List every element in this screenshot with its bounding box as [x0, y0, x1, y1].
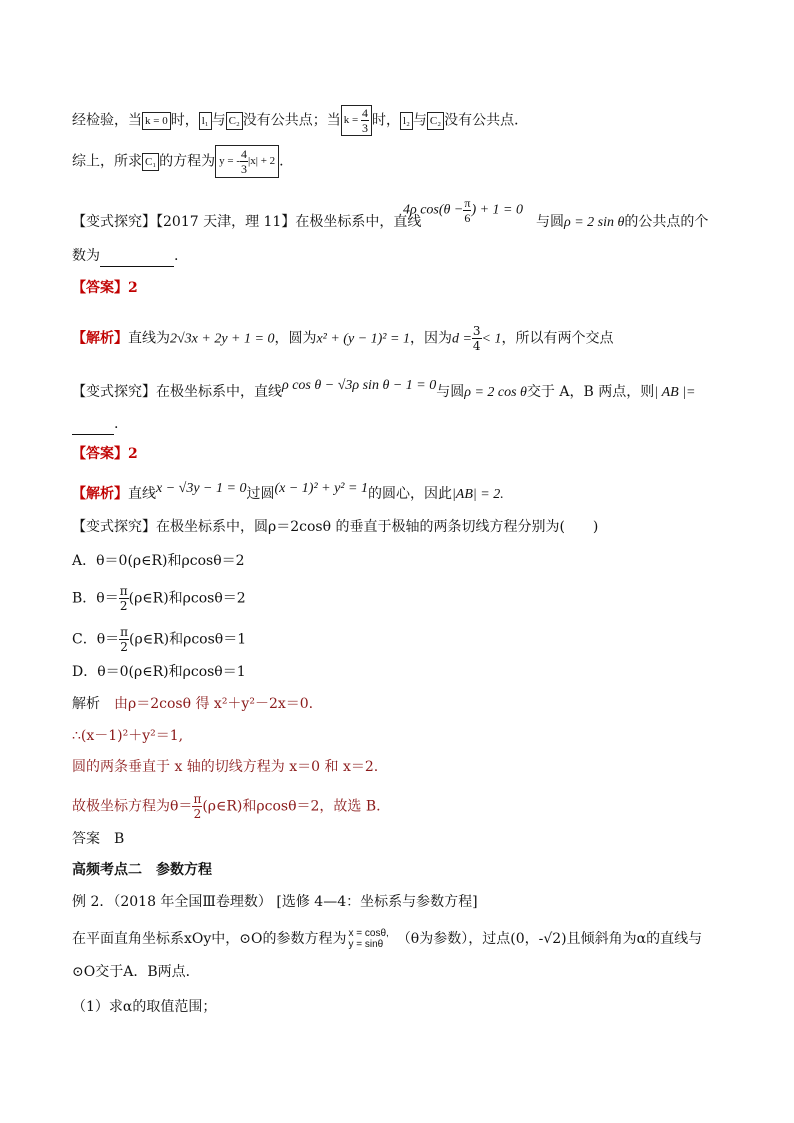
formula: | AB |=: [654, 385, 696, 400]
answer-tag: 【答案】: [72, 446, 128, 462]
formula: |AB| = 2.: [451, 487, 504, 502]
text: 没有公共点；当: [242, 112, 341, 129]
solution-text: 圆的两条垂直于 x 轴的切线方程为 x＝0 和 x＝2.: [72, 759, 379, 775]
text: .: [174, 248, 179, 264]
option-text: (ρ∈R)和ρcosθ＝2: [128, 590, 246, 607]
numerator: π: [464, 196, 471, 210]
summary-line: [72, 145, 284, 178]
example-2-header: [72, 892, 478, 912]
answer-tag: 【答案】: [72, 280, 128, 296]
answer-value: 2: [128, 280, 138, 296]
solution-label: 解析: [72, 696, 100, 712]
text: 时，: [372, 112, 401, 129]
solution-tag: 【解析】: [72, 486, 128, 502]
formula-box: C₂: [226, 112, 243, 130]
option-text: B．θ＝: [72, 590, 119, 607]
variant-1: [72, 212, 421, 232]
answer-text: 答案 B: [72, 831, 125, 847]
formula-part: ) + 1 = 0: [471, 202, 523, 218]
text: 数为: [72, 248, 100, 264]
example-2-line-3: [72, 962, 200, 982]
variant-2-blank: [72, 414, 118, 435]
option-text: D．θ＝0(ρ∈R)和ρcosθ＝1: [72, 664, 246, 680]
tag: 【变式探究】: [72, 384, 156, 400]
example-2-line-4: [72, 997, 216, 1017]
formula: x − √3y − 1 = 0: [156, 481, 247, 496]
system-row: y = sinθ: [348, 939, 384, 950]
sol-answer: [72, 829, 124, 849]
text: 综上，所求: [72, 153, 142, 170]
denominator: 4: [472, 339, 481, 353]
text: 在极坐标系中，直线: [156, 384, 282, 400]
answer-blank: [72, 414, 114, 435]
text: 与: [211, 112, 226, 129]
text: ，所以有两个交点: [501, 330, 614, 347]
solution-text: (ρ∈R)和ρcosθ＝2，故选 B.: [202, 798, 381, 815]
fraction: [361, 106, 369, 135]
formula-part: |x| + 2: [248, 155, 276, 168]
line-equation: [403, 196, 523, 225]
formula-box: C₂: [427, 112, 444, 130]
formula: 2√3x + 2y + 1 = 0: [170, 331, 275, 347]
text: .: [279, 153, 284, 170]
variant-1-blank: [72, 246, 178, 267]
formula-box: C₁: [142, 153, 159, 171]
solution-tag: 【解析】: [72, 330, 128, 347]
formula-box: l₂: [400, 112, 413, 130]
section-heading: [72, 860, 212, 880]
text: 没有公共点．: [444, 112, 529, 129]
text: 直线: [128, 486, 156, 502]
fraction: [119, 625, 129, 654]
option-b: [72, 584, 246, 613]
circle-equation: ρ = 2 sin θ: [564, 215, 625, 230]
text: 交于 A，B 两点，则: [526, 384, 655, 400]
answer-2: [72, 444, 138, 464]
variant-3: [72, 517, 598, 537]
fraction: [240, 147, 248, 176]
answer-blank: [100, 246, 174, 267]
numerator: 4: [241, 147, 248, 161]
formula-part: < 1: [481, 331, 502, 347]
heading-text: 高频考点二 参数方程: [72, 862, 212, 878]
variant-2: [72, 378, 696, 403]
text: ，因为: [409, 330, 452, 347]
numerator: 4: [362, 106, 369, 120]
denominator: 2: [120, 640, 128, 654]
check-line: [72, 105, 528, 136]
option-text: A．θ＝0(ρ∈R)和ρcosθ＝2: [72, 553, 245, 569]
tag: 【变式探究】: [72, 519, 156, 535]
formula-box: [215, 145, 279, 178]
denominator: 3: [362, 121, 369, 135]
numerator: π: [119, 584, 128, 598]
text: 与: [412, 112, 427, 129]
denominator: 3: [241, 162, 248, 176]
formula: x² + (y − 1)² = 1: [316, 331, 410, 347]
sol-line-1: [72, 694, 313, 714]
formula-box: [341, 105, 372, 136]
text: 在平面直角坐标系xOy中，⊙O的参数方程为: [72, 931, 347, 947]
text: ，圆为: [274, 330, 317, 347]
solution-2: [72, 481, 504, 505]
param-system: [349, 928, 389, 950]
text: （θ为参数），过点(0，-√2)且倾斜角为α的直线与: [396, 931, 703, 947]
text: 过圆: [246, 486, 275, 502]
solution-text: ∴(x－1)²＋y²＝1,: [72, 728, 184, 744]
text: 时，: [170, 112, 199, 129]
solution-text: 故极坐标方程为θ＝: [72, 798, 193, 815]
formula-part: 4ρ cos(θ −: [403, 202, 464, 218]
fraction: [119, 584, 129, 613]
text: 的圆心，因此: [367, 486, 452, 502]
sol-line-3: [72, 757, 378, 777]
answer-value: 2: [128, 446, 138, 462]
solution-text: 由ρ＝2cosθ 得 x²＋y²－2x＝0.: [114, 696, 314, 712]
numerator: π: [193, 792, 202, 806]
option-a: [72, 551, 245, 571]
denominator: 6: [464, 211, 471, 225]
text: 在极坐标系中，直线: [295, 214, 422, 230]
text: 经检验，当: [72, 112, 142, 129]
formula-box: l₁: [199, 112, 212, 130]
text: 与圆: [536, 214, 564, 230]
formula-part: y = -: [219, 155, 241, 168]
option-d: [72, 662, 246, 682]
formula: ρ cos θ − √3ρ sin θ − 1 = 0: [282, 378, 437, 393]
sol-line-2: [72, 726, 183, 746]
text: 直线为: [128, 330, 170, 347]
fraction: [472, 324, 482, 353]
system-row: x = cosθ,: [348, 928, 389, 939]
text: .: [114, 416, 119, 432]
source: 【2017 天津，理 11】: [156, 214, 296, 230]
text: 的公共点的个: [624, 214, 709, 230]
solution-1: [72, 324, 614, 353]
denominator: 2: [193, 807, 202, 821]
text: 的方程为: [159, 153, 216, 170]
formula: (x − 1)² + y² = 1: [274, 481, 368, 496]
option-text: (ρ∈R)和ρcosθ＝1: [129, 631, 247, 648]
formula: ρ = 2 cos θ: [464, 385, 527, 400]
denominator: 2: [119, 599, 128, 613]
example-title: 例 2．（2018 年全国Ⅲ卷理数） [选修 4—4：坐标系与参数方程]: [72, 894, 478, 910]
tag: 【变式探究】: [72, 214, 156, 230]
numerator: π: [120, 625, 129, 639]
option-c: [72, 625, 246, 654]
answer-1: [72, 278, 138, 298]
text: ⊙O交于A．B两点．: [72, 964, 200, 980]
text: 与圆: [436, 384, 465, 400]
sol-line-4: [72, 792, 381, 821]
k-label: k =: [343, 114, 362, 127]
formula-part: d =: [451, 331, 472, 347]
fraction: [192, 792, 202, 821]
numerator: 3: [472, 324, 481, 338]
example-2-line: [72, 928, 702, 950]
question-text: 在极坐标系中，圆ρ＝2cosθ 的垂直于极轴的两条切线方程分别为( ): [156, 519, 599, 535]
variant-1-tail: [536, 212, 708, 233]
option-text: C．θ＝: [72, 631, 120, 648]
formula-box: k = 0: [142, 112, 171, 130]
question-part: （1）求α的取值范围；: [72, 999, 217, 1015]
